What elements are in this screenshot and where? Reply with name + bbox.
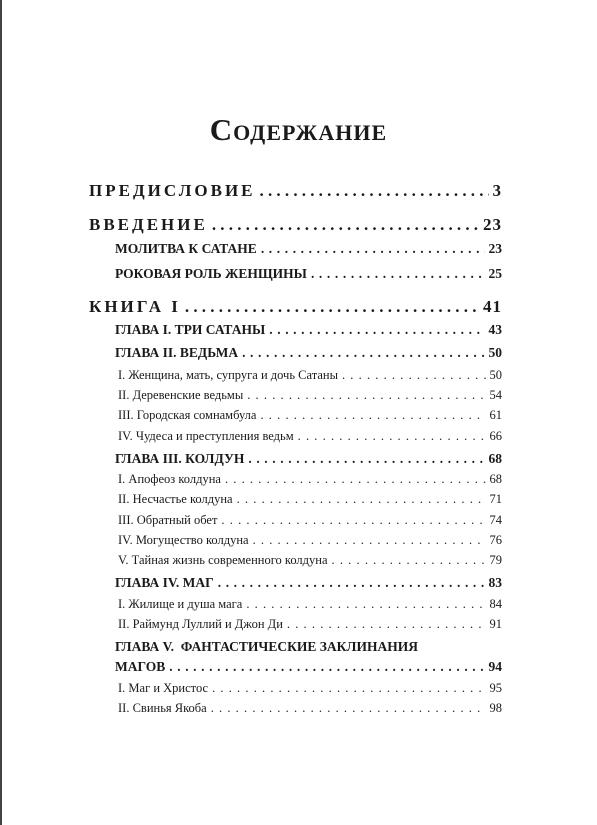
- dot-leader: [261, 241, 485, 257]
- dot-leader: [247, 388, 485, 403]
- dot-leader: [260, 408, 485, 423]
- toc-entry-page: 41: [483, 297, 502, 316]
- toc-entry-page: 83: [488, 575, 502, 590]
- toc-entry-label: I. Женщина, мать, супруга и дочь Сатаны: [118, 368, 338, 382]
- toc-entry-label: ГЛАВА V. ФАНТАСТИЧЕСКИЕ ЗАКЛИНАНИЯ: [115, 639, 418, 654]
- toc-entry-label: МОЛИТВА К САТАНЕ: [115, 241, 257, 256]
- toc-entry[interactable]: [115, 575, 502, 591]
- toc-entry[interactable]: [118, 388, 502, 403]
- toc-entry-page: 84: [489, 597, 502, 611]
- dot-leader: [218, 575, 485, 591]
- toc-entry-label: ГЛАВА I. ТРИ САТАНЫ: [115, 322, 266, 337]
- toc-entry-label: ВВЕДЕНИЕ: [89, 215, 208, 234]
- toc-entry[interactable]: [118, 492, 502, 507]
- toc-entry-page: 66: [489, 429, 502, 443]
- dot-leader: [211, 701, 486, 716]
- toc-entry-line1[interactable]: [115, 639, 502, 655]
- toc-entry-page: 91: [489, 617, 502, 631]
- dot-leader: [342, 368, 486, 383]
- toc-entry-page: 94: [488, 659, 502, 674]
- toc-entry-page: 50: [488, 345, 502, 360]
- toc-entry-page: 74: [489, 513, 502, 527]
- toc-entry-page: 54: [489, 388, 502, 402]
- toc-entry-page: 25: [488, 266, 502, 281]
- toc-entry[interactable]: [118, 597, 502, 612]
- toc-entry-label: ГЛАВА IV. МАГ: [115, 575, 214, 590]
- toc-entry-label: II. Деревенские ведьмы: [118, 388, 244, 402]
- toc-entry[interactable]: [118, 513, 502, 528]
- dot-leader: [311, 266, 485, 282]
- dot-leader: [298, 429, 486, 444]
- toc-entry-page: 23: [488, 241, 502, 256]
- toc-entry-label: IV. Чудеса и преступления ведьм: [118, 429, 294, 443]
- toc-entry[interactable]: [89, 215, 502, 235]
- dot-leader: [169, 659, 484, 675]
- toc-entry-page: 76: [489, 533, 502, 547]
- toc-entry-label: ПРЕДИСЛОВИЕ: [89, 181, 256, 200]
- dot-leader: [332, 553, 486, 568]
- dot-leader: [248, 451, 484, 467]
- toc-entry-page: 68: [489, 472, 502, 486]
- dot-leader: [242, 345, 484, 361]
- toc-entry-page: 43: [488, 322, 502, 337]
- toc-entry-label: II. Несчастье колдуна: [118, 492, 233, 506]
- dot-leader: [253, 533, 486, 548]
- toc-entry[interactable]: [118, 553, 502, 568]
- toc-entry-label: КНИГА I: [89, 297, 181, 316]
- dot-leader: [212, 681, 485, 696]
- dot-leader: [246, 597, 485, 612]
- toc-entry-label: III. Городская сомнамбула: [118, 408, 257, 422]
- toc-entry[interactable]: [118, 617, 502, 632]
- toc-entry-label: ГЛАВА II. ВЕДЬМА: [115, 345, 239, 360]
- toc-entry-label: ГЛАВА III. КОЛДУН: [115, 451, 245, 466]
- toc-entry[interactable]: [89, 181, 502, 201]
- toc-entry-label: I. Маг и Христос: [118, 681, 209, 695]
- dot-leader: [260, 181, 489, 201]
- toc-entry-label: II. Свинья Якоба: [118, 701, 207, 715]
- page-title: Содержание: [209, 112, 388, 147]
- toc-entry[interactable]: [115, 241, 502, 257]
- dot-leader: [212, 215, 479, 235]
- toc-entry[interactable]: [118, 408, 502, 423]
- toc-entry-page: 61: [489, 408, 502, 422]
- toc-entry-label: V. Тайная жизнь современного колдуна: [118, 553, 328, 567]
- toc-entry-page: 3: [492, 181, 502, 200]
- toc-entry[interactable]: [118, 429, 502, 444]
- toc-entry-page: 98: [489, 701, 502, 715]
- toc-entry-label: I. Жилище и душа мага: [118, 597, 243, 611]
- toc-entry[interactable]: [115, 345, 502, 361]
- toc-entry-label: МАГОВ: [115, 659, 166, 674]
- toc-entry-page: 23: [483, 215, 502, 234]
- toc-entry[interactable]: [115, 266, 502, 282]
- toc-entry-page: 68: [488, 451, 502, 466]
- toc-entry-page: 50: [489, 368, 502, 382]
- toc-entry[interactable]: [118, 701, 502, 716]
- toc-entry-page: 71: [489, 492, 502, 506]
- toc-entry-label: I. Апофеоз колдуна: [118, 472, 221, 486]
- dot-leader: [269, 322, 484, 338]
- toc-entry[interactable]: [118, 472, 502, 487]
- toc-entry-label: РОКОВАЯ РОЛЬ ЖЕНЩИНЫ: [115, 266, 307, 281]
- toc-entry[interactable]: [89, 297, 502, 317]
- dot-leader: [237, 492, 486, 507]
- toc-entry-label: II. Раймунд Луллий и Джон Ди: [118, 617, 283, 631]
- toc-entry[interactable]: [118, 681, 502, 696]
- toc-entry-label: III. Обратный обет: [118, 513, 218, 527]
- toc-entry[interactable]: [115, 451, 502, 467]
- toc-entry-label: IV. Могущество колдуна: [118, 533, 249, 547]
- toc-entry-page: 95: [489, 681, 502, 695]
- toc-entry[interactable]: [118, 368, 502, 383]
- dot-leader: [287, 617, 486, 632]
- toc-entry[interactable]: [115, 659, 502, 675]
- dot-leader: [225, 472, 486, 487]
- dot-leader: [221, 513, 485, 528]
- toc-entry-page: 79: [489, 553, 502, 567]
- toc-entry[interactable]: [115, 322, 502, 338]
- dot-leader: [185, 297, 479, 317]
- toc-entry[interactable]: [118, 533, 502, 548]
